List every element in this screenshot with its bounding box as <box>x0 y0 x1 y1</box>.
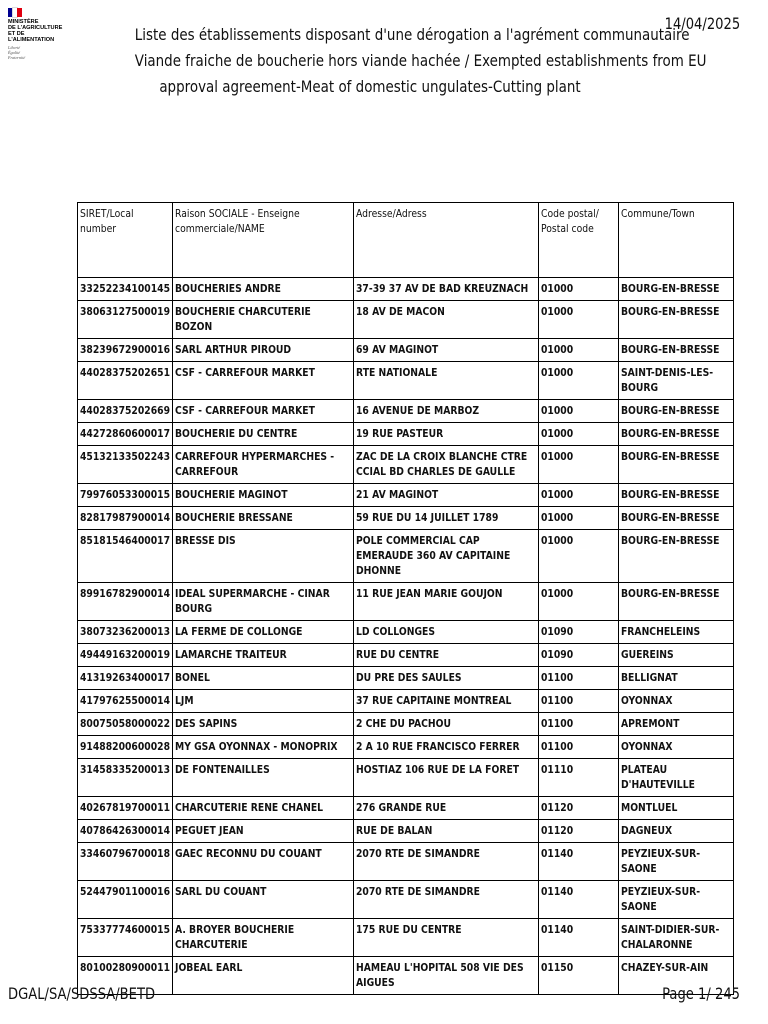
town-cell: BOURG-EN-BRESSE <box>619 278 734 301</box>
siret-cell: 40786426300014 <box>78 820 173 843</box>
siret-cell: 45132133502243 <box>78 446 173 484</box>
town-cell: APREMONT <box>619 713 734 736</box>
address-cell: 2 CHE DU PACHOU <box>354 713 539 736</box>
address-cell: 21 AV MAGINOT <box>354 484 539 507</box>
siret-cell: 38239672900016 <box>78 339 173 362</box>
name-cell: MY GSA OYONNAX - MONOPRIX <box>173 736 354 759</box>
address-cell: LD COLLONGES <box>354 621 539 644</box>
postal-code-cell: 01000 <box>539 400 619 423</box>
table-row <box>78 957 734 995</box>
siret-cell: 49449163200019 <box>78 644 173 667</box>
table-row <box>78 530 734 583</box>
name-cell: CHARCUTERIE RENE CHANEL <box>173 797 354 820</box>
table-row <box>78 621 734 644</box>
address-cell: 18 AV DE MACON <box>354 301 539 339</box>
establishments-table <box>77 202 734 995</box>
table-row <box>78 759 734 797</box>
town-cell: PLATEAU D'HAUTEVILLE <box>619 759 734 797</box>
address-cell: 37 RUE CAPITAINE MONTREAL <box>354 690 539 713</box>
table-row <box>78 362 734 400</box>
table-header-row <box>78 203 734 278</box>
siret-cell: 33252234100145 <box>78 278 173 301</box>
address-cell: 37-39 37 AV DE BAD KREUZNACH <box>354 278 539 301</box>
column-header-town: Commune/Town <box>619 203 734 278</box>
name-cell: JOBEAL EARL <box>173 957 354 995</box>
town-cell: OYONNAX <box>619 690 734 713</box>
title-line-1: Liste des établissements disposant d'une dérogation a l'agrément communautaire <box>134 25 690 44</box>
name-cell: BOUCHERIE BRESSANE <box>173 507 354 530</box>
town-cell: BOURG-EN-BRESSE <box>619 339 734 362</box>
town-cell: SAINT-DENIS-LES-BOURG <box>619 362 734 400</box>
postal-code-cell: 01000 <box>539 446 619 484</box>
town-cell: BOURG-EN-BRESSE <box>619 507 734 530</box>
name-cell: CARREFOUR HYPERMARCHES - CARREFOUR <box>173 446 354 484</box>
address-cell: RUE DE BALAN <box>354 820 539 843</box>
ministry-name: MINISTÈRE DE L'AGRICULTURE ET DE L'ALIMENTATION <box>8 19 63 43</box>
postal-code-cell: 01000 <box>539 507 619 530</box>
siret-cell: 41797625500014 <box>78 690 173 713</box>
siret-cell: 38073236200013 <box>78 621 173 644</box>
town-cell: BOURG-EN-BRESSE <box>619 583 734 621</box>
postal-code-cell: 01000 <box>539 484 619 507</box>
town-cell: CHAZEY-SUR-AIN <box>619 957 734 995</box>
table-row <box>78 881 734 919</box>
footer-reference: DGAL/SA/SDSSA/BETD <box>8 984 156 1003</box>
address-cell: 2070 RTE DE SIMANDRE <box>354 843 539 881</box>
name-cell: A. BROYER BOUCHERIE CHARCUTERIE <box>173 919 354 957</box>
table-row <box>78 736 734 759</box>
column-header-address: Adresse/Adress <box>354 203 539 278</box>
address-cell: HAMEAU L'HOPITAL 508 VIE DES AIGUES <box>354 957 539 995</box>
table-row <box>78 843 734 881</box>
siret-cell: 41319263400017 <box>78 667 173 690</box>
table-row <box>78 507 734 530</box>
town-cell: OYONNAX <box>619 736 734 759</box>
column-header-name: Raison SOCIALE - Enseigne commerciale/NAME <box>173 203 354 278</box>
postal-code-cell: 01140 <box>539 881 619 919</box>
name-cell: SARL DU COUANT <box>173 881 354 919</box>
title-line-2: Viande fraiche de boucherie hors viande hachée / Exempted establishments from EU <box>134 51 707 70</box>
town-cell: PEYZIEUX-SUR-SAONE <box>619 881 734 919</box>
table-row <box>78 400 734 423</box>
town-cell: BOURG-EN-BRESSE <box>619 400 734 423</box>
siret-cell: 31458335200013 <box>78 759 173 797</box>
siret-cell: 89916782900014 <box>78 583 173 621</box>
document-date: 14/04/2025 <box>664 14 740 33</box>
postal-code-cell: 01100 <box>539 690 619 713</box>
postal-code-cell: 01090 <box>539 621 619 644</box>
address-cell: 2070 RTE DE SIMANDRE <box>354 881 539 919</box>
siret-cell: 40267819700011 <box>78 797 173 820</box>
name-cell: BONEL <box>173 667 354 690</box>
address-cell: 69 AV MAGINOT <box>354 339 539 362</box>
table-row <box>78 667 734 690</box>
table-row <box>78 484 734 507</box>
table-row <box>78 583 734 621</box>
siret-cell: 82817987900014 <box>78 507 173 530</box>
postal-code-cell: 01140 <box>539 843 619 881</box>
name-cell: PEGUET JEAN <box>173 820 354 843</box>
town-cell: DAGNEUX <box>619 820 734 843</box>
document-title <box>90 22 707 100</box>
postal-code-cell: 01110 <box>539 759 619 797</box>
table-row <box>78 690 734 713</box>
postal-code-cell: 01120 <box>539 797 619 820</box>
address-cell: 19 RUE PASTEUR <box>354 423 539 446</box>
address-cell: DU PRE DES SAULES <box>354 667 539 690</box>
address-cell: RUE DU CENTRE <box>354 644 539 667</box>
french-flag-icon <box>8 8 22 17</box>
siret-cell: 38063127500019 <box>78 301 173 339</box>
table-row <box>78 339 734 362</box>
town-cell: MONTLUEL <box>619 797 734 820</box>
table-row <box>78 797 734 820</box>
table-row <box>78 919 734 957</box>
siret-cell: 44028375202669 <box>78 400 173 423</box>
town-cell: GUEREINS <box>619 644 734 667</box>
siret-cell: 75337774600015 <box>78 919 173 957</box>
table-row <box>78 713 734 736</box>
postal-code-cell: 01000 <box>539 362 619 400</box>
postal-code-cell: 01100 <box>539 736 619 759</box>
ministry-motto: Liberté Égalité Fraternité <box>8 45 26 60</box>
postal-code-cell: 01140 <box>539 919 619 957</box>
name-cell: LJM <box>173 690 354 713</box>
postal-code-cell: 01000 <box>539 339 619 362</box>
address-cell: POLE COMMERCIAL CAP EMERAUDE 360 AV CAPITAINE DHONNE <box>354 530 539 583</box>
siret-cell: 80100280900011 <box>78 957 173 995</box>
column-header-postal-code: Code postal/ Postal code <box>539 203 619 278</box>
postal-code-cell: 01100 <box>539 713 619 736</box>
postal-code-cell: 01000 <box>539 530 619 583</box>
table-row <box>78 423 734 446</box>
siret-cell: 33460796700018 <box>78 843 173 881</box>
name-cell: BOUCHERIE MAGINOT <box>173 484 354 507</box>
address-cell: 11 RUE JEAN MARIE GOUJON <box>354 583 539 621</box>
table-row <box>78 301 734 339</box>
name-cell: BRESSE DIS <box>173 530 354 583</box>
siret-cell: 52447901100016 <box>78 881 173 919</box>
name-cell: LAMARCHE TRAITEUR <box>173 644 354 667</box>
postal-code-cell: 01000 <box>539 278 619 301</box>
table-row <box>78 644 734 667</box>
title-line-3: approval agreement-Meat of domestic ungulates-Cutting plant <box>159 77 581 96</box>
town-cell: BOURG-EN-BRESSE <box>619 530 734 583</box>
name-cell: CSF - CARREFOUR MARKET <box>173 400 354 423</box>
postal-code-cell: 01090 <box>539 644 619 667</box>
town-cell: BELLIGNAT <box>619 667 734 690</box>
address-cell: ZAC DE LA CROIX BLANCHE CTRE CCIAL BD CHARLES DE GAULLE <box>354 446 539 484</box>
postal-code-cell: 01000 <box>539 423 619 446</box>
town-cell: SAINT-DIDIER-SUR-CHALARONNE <box>619 919 734 957</box>
table-row <box>78 446 734 484</box>
name-cell: GAEC RECONNU DU COUANT <box>173 843 354 881</box>
name-cell: LA FERME DE COLLONGE <box>173 621 354 644</box>
town-cell: FRANCHELEINS <box>619 621 734 644</box>
address-cell: 2 A 10 RUE FRANCISCO FERRER <box>354 736 539 759</box>
address-cell: 276 GRANDE RUE <box>354 797 539 820</box>
name-cell: DE FONTENAILLES <box>173 759 354 797</box>
address-cell: RTE NATIONALE <box>354 362 539 400</box>
town-cell: BOURG-EN-BRESSE <box>619 446 734 484</box>
postal-code-cell: 01150 <box>539 957 619 995</box>
address-cell: 59 RUE DU 14 JUILLET 1789 <box>354 507 539 530</box>
ministry-logo <box>8 8 68 60</box>
siret-cell: 44028375202651 <box>78 362 173 400</box>
name-cell: BOUCHERIE CHARCUTERIE BOZON <box>173 301 354 339</box>
town-cell: PEYZIEUX-SUR-SAONE <box>619 843 734 881</box>
siret-cell: 44272860600017 <box>78 423 173 446</box>
name-cell: DES SAPINS <box>173 713 354 736</box>
postal-code-cell: 01000 <box>539 301 619 339</box>
page-number: Page 1/ 245 <box>662 984 740 1003</box>
siret-cell: 85181546400017 <box>78 530 173 583</box>
siret-cell: 80075058000022 <box>78 713 173 736</box>
siret-cell: 79976053300015 <box>78 484 173 507</box>
name-cell: SARL ARTHUR PIROUD <box>173 339 354 362</box>
siret-cell: 91488200600028 <box>78 736 173 759</box>
name-cell: CSF - CARREFOUR MARKET <box>173 362 354 400</box>
town-cell: BOURG-EN-BRESSE <box>619 484 734 507</box>
postal-code-cell: 01120 <box>539 820 619 843</box>
address-cell: 175 RUE DU CENTRE <box>354 919 539 957</box>
address-cell: HOSTIAZ 106 RUE DE LA FORET <box>354 759 539 797</box>
postal-code-cell: 01100 <box>539 667 619 690</box>
name-cell: IDEAL SUPERMARCHE - CINAR BOURG <box>173 583 354 621</box>
name-cell: BOUCHERIE DU CENTRE <box>173 423 354 446</box>
address-cell: 16 AVENUE DE MARBOZ <box>354 400 539 423</box>
column-header-siret: SIRET/Local number <box>78 203 173 278</box>
name-cell: BOUCHERIES ANDRE <box>173 278 354 301</box>
table-row <box>78 820 734 843</box>
town-cell: BOURG-EN-BRESSE <box>619 423 734 446</box>
postal-code-cell: 01000 <box>539 583 619 621</box>
table-row <box>78 278 734 301</box>
town-cell: BOURG-EN-BRESSE <box>619 301 734 339</box>
